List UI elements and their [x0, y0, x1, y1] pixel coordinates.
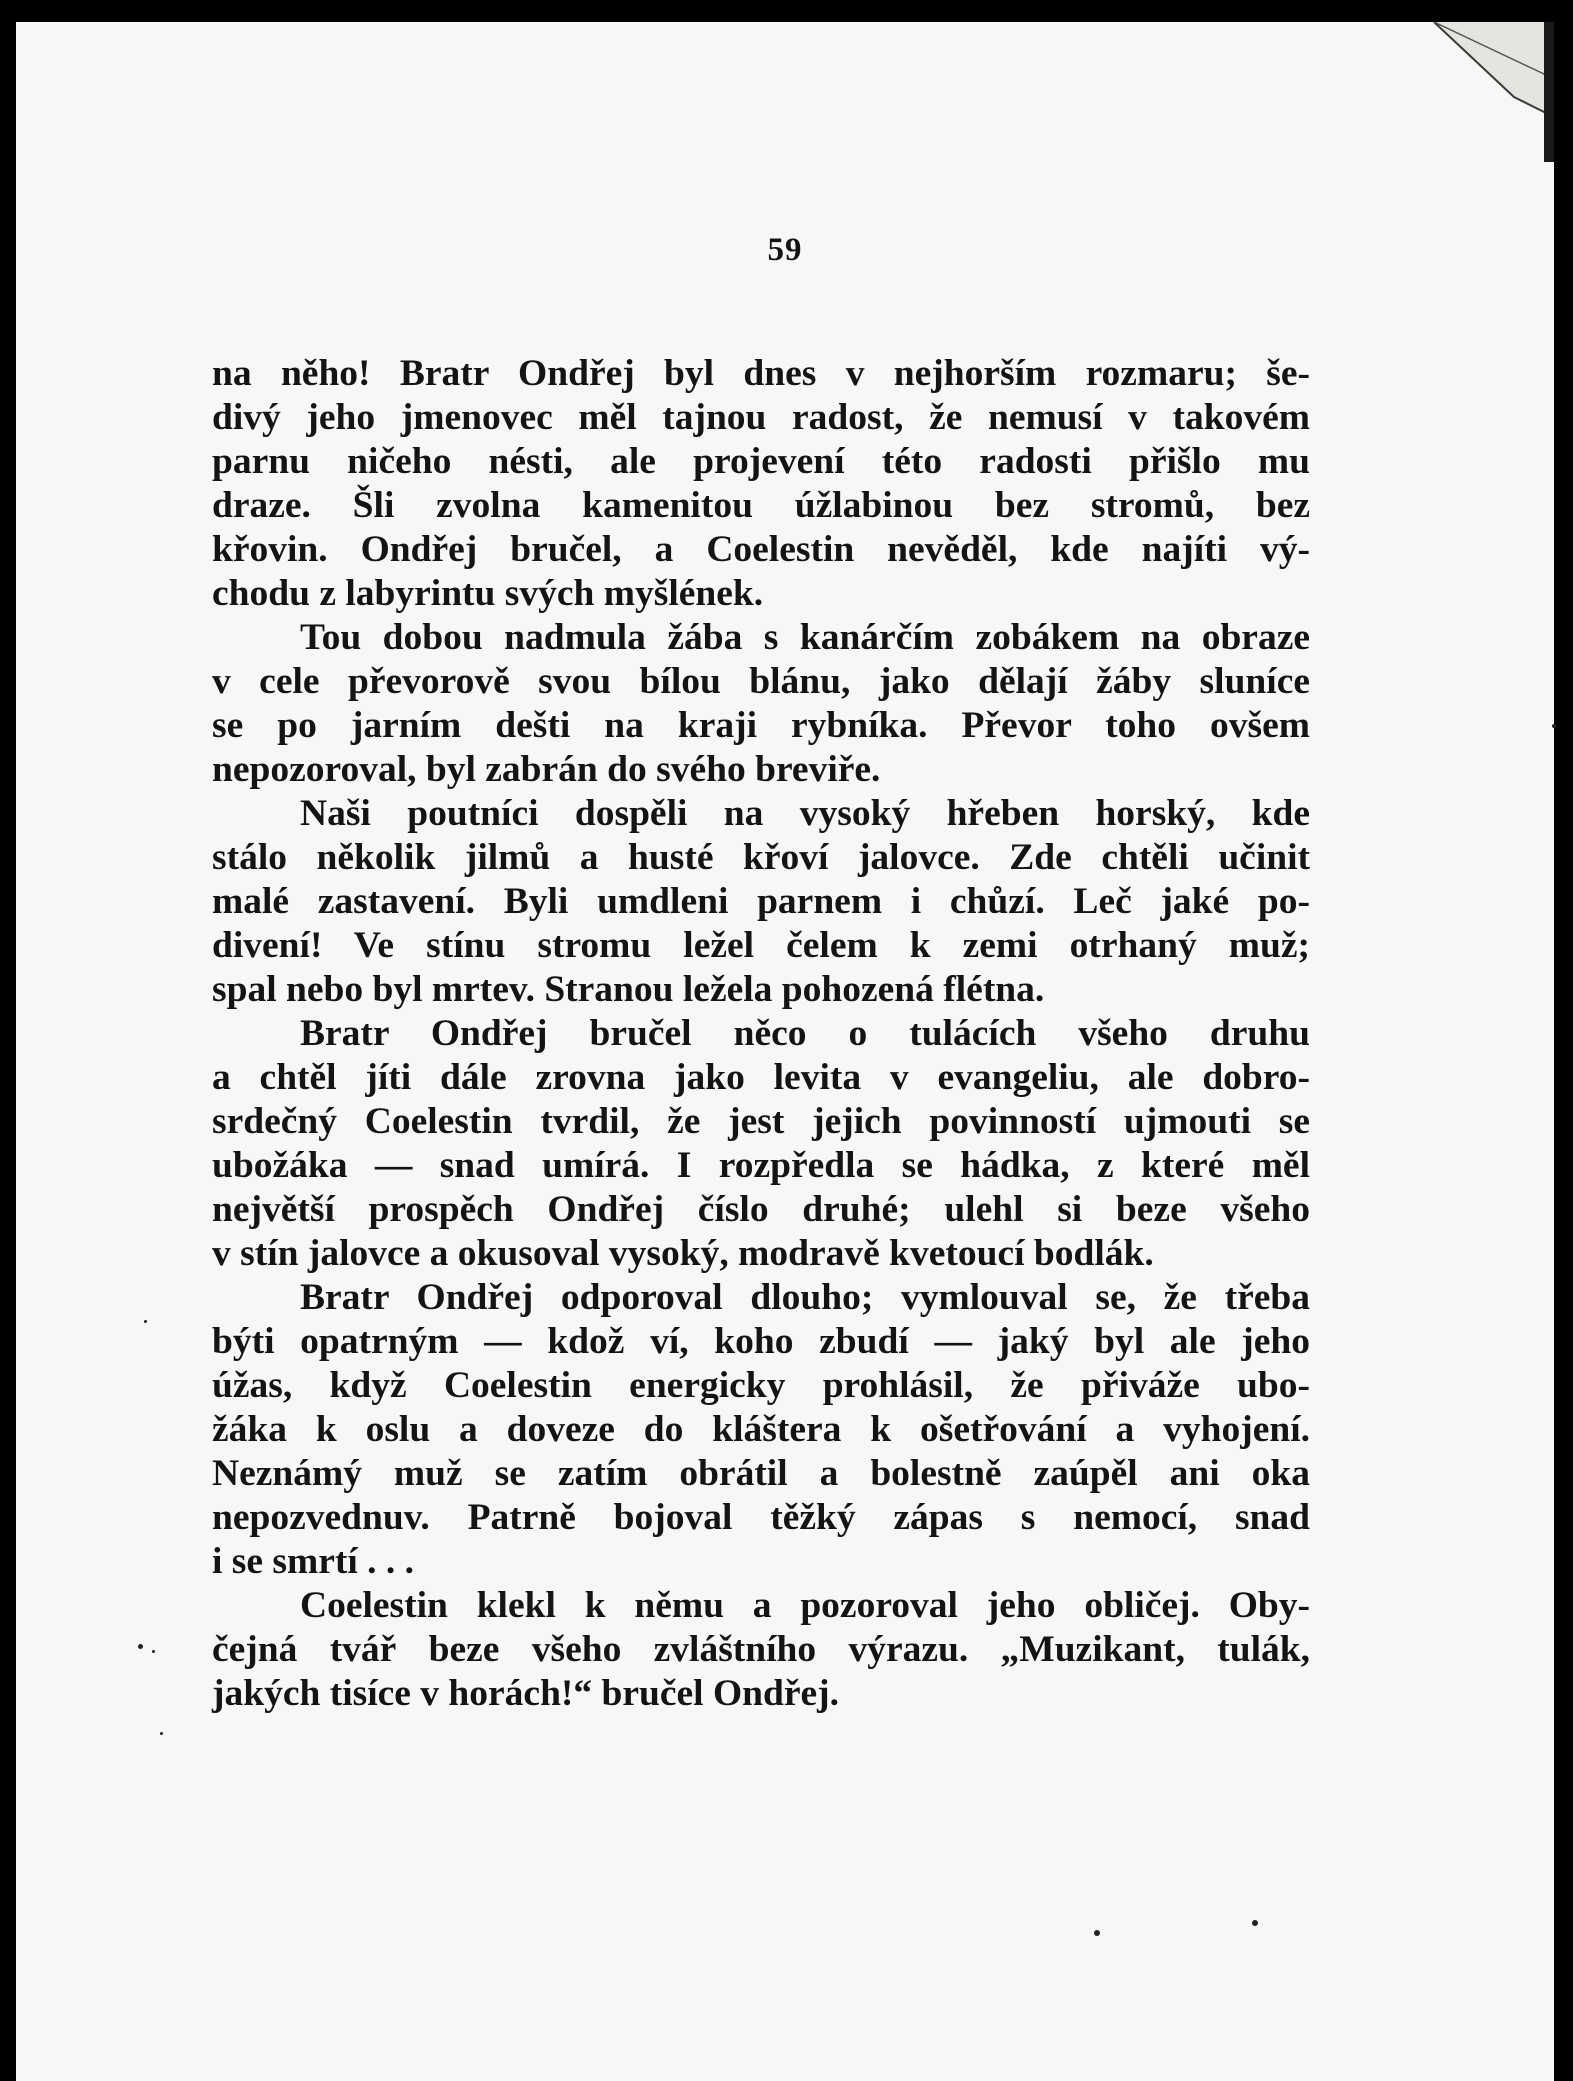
text-line: nepozoroval, byl zabrán do svého breviře.	[212, 749, 881, 790]
text-line: i se smrtí . . .	[212, 1541, 415, 1582]
text-line: býti opatrným — kdož ví, koho zbudí — jaký byl ale jeho	[212, 1321, 1310, 1362]
text-line: křovin. Ondřej bručel, a Coelestin nevěděl, kde najíti vý-	[212, 529, 1310, 570]
scan-speck	[160, 1732, 163, 1735]
text-line: čejná tvář beze všeho zvláštního výrazu. „Muzikant, tulák,	[212, 1629, 1310, 1670]
page-corner-fold	[1394, 22, 1554, 162]
scan-speck	[152, 1650, 155, 1653]
text-line: žáka k oslu a doveze do kláštera k ošetřování a vyhojení.	[212, 1409, 1310, 1450]
text-line: Bratr Ondřej odporoval dlouho; vymlouval se, že třeba	[300, 1277, 1310, 1318]
text-line: jakých tisíce v horách!“ bručel Ondřej.	[212, 1673, 840, 1714]
text-line: draze. Šli zvolna kamenitou úžlabinou bez stromů, bez	[212, 485, 1310, 526]
book-page	[16, 22, 1554, 2081]
text-line: Naši poutníci dospěli na vysoký hřeben horský, kde	[300, 793, 1310, 834]
text-line: chodu z labyrintu svých myšlének.	[212, 573, 764, 614]
scan-speck	[144, 1320, 147, 1323]
page-number: 59	[767, 232, 803, 268]
text-line: srdečný Coelestin tvrdil, že jest jejich povinností ujmouti se	[212, 1101, 1310, 1142]
text-line: Bratr Ondřej bručel něco o tulácích všeho druhu	[300, 1013, 1310, 1054]
text-line: divení! Ve stínu stromu ležel čelem k zemi otrhaný muž;	[212, 925, 1310, 966]
text-line: se po jarním dešti na kraji rybníka. Převor toho ovšem	[212, 705, 1310, 746]
scan-speck	[1252, 1920, 1258, 1926]
scan-speck	[138, 1644, 143, 1649]
text-line: parnu ničeho nésti, ale projevení této radosti přišlo mu	[212, 441, 1310, 482]
text-line: stálo několik jilmů a husté křoví jalovce. Zde chtěli učinit	[212, 837, 1310, 878]
body-text	[212, 352, 1310, 1716]
text-line: Tou dobou nadmula žába s kanárčím zobákem na obraze	[300, 617, 1310, 658]
text-line: největší prospěch Ondřej číslo druhé; ulehl si beze všeho	[212, 1189, 1310, 1230]
text-line: ubožáka — snad umírá. I rozpředla se hádka, z které měl	[212, 1145, 1310, 1186]
text-line: v cele převorově svou bílou blánu, jako dělají žáby sluníce	[212, 661, 1310, 702]
text-line: na něho! Bratr Ondřej byl dnes v nejhorším rozmaru; še-	[212, 353, 1310, 394]
text-line: Neznámý muž se zatím obrátil a bolestně zaúpěl ani oka	[212, 1453, 1310, 1494]
text-line: divý jeho jmenovec měl tajnou radost, že nemusí v takovém	[212, 397, 1310, 438]
text-line: spal nebo byl mrtev. Stranou ležela pohozená flétna.	[212, 969, 1045, 1010]
text-line: a chtěl jíti dále zrovna jako levita v evangeliu, ale dobro-	[212, 1057, 1310, 1098]
text-line: nepozvednuv. Patrně bojoval těžký zápas s nemocí, snad	[212, 1497, 1310, 1538]
text-line: Coelestin klekl k němu a pozoroval jeho obličej. Oby-	[300, 1585, 1310, 1626]
text-line: úžas, když Coelestin energicky prohlásil, že přiváže ubo-	[212, 1365, 1310, 1406]
text-line: malé zastavení. Byli umdleni parnem i chůzí. Leč jaké po-	[212, 881, 1310, 922]
scan-speck	[1094, 1930, 1100, 1936]
text-line: v stín jalovce a okusoval vysoký, modravě kvetoucí bodlák.	[212, 1233, 1154, 1274]
scan-speck	[1552, 724, 1556, 728]
